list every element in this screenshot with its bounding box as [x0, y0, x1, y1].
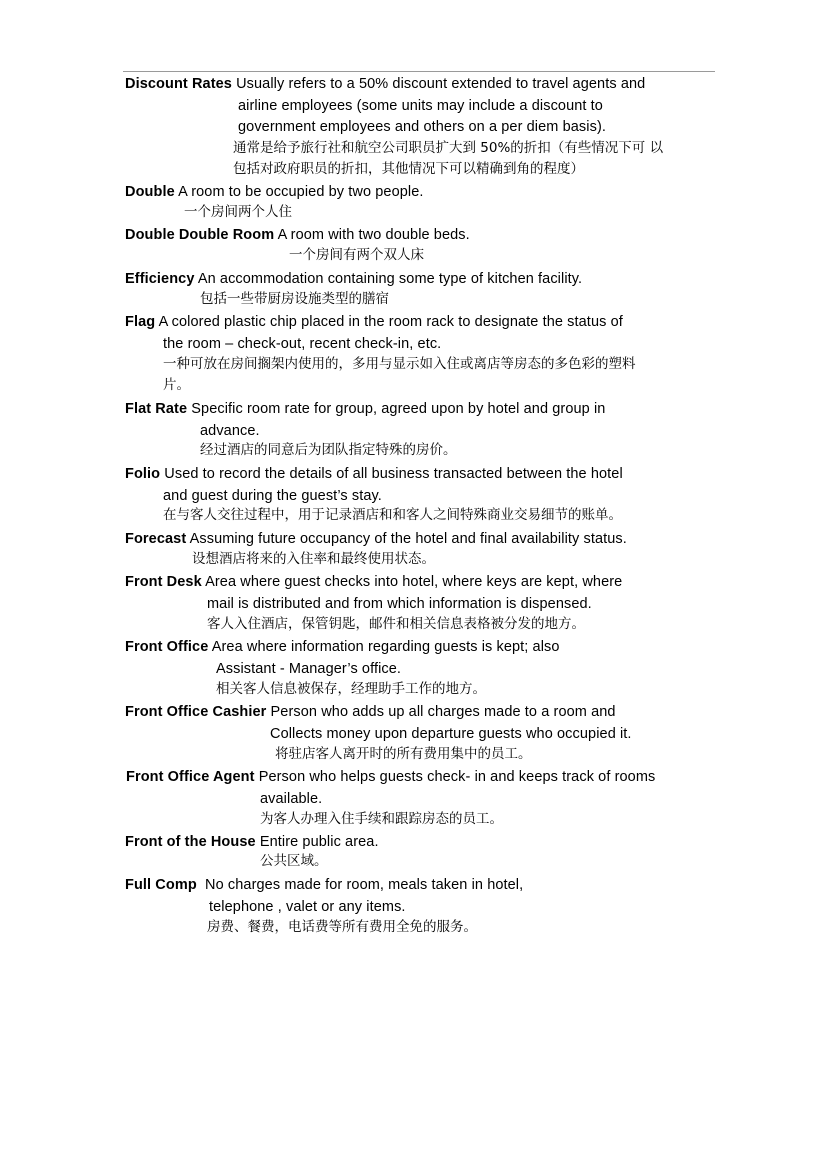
- term: Front Office Cashier: [125, 704, 267, 720]
- definition-en: An accommodation containing some type of kitchen facility.: [197, 271, 583, 287]
- definition-zh: 片。: [163, 377, 190, 393]
- definition-en: Used to record the details of all business transacted between the hotel: [164, 466, 623, 482]
- entry-front-office-agent: [126, 769, 655, 786]
- definition-en: Collects money upon departure guests who occupied it.: [270, 726, 632, 742]
- definition-en: Entire public area.: [259, 834, 379, 850]
- definition-zh: 房费、餐费，电话费等所有费用全免的服务。: [207, 919, 477, 935]
- entry-double: [125, 184, 424, 201]
- term: Front Desk: [125, 574, 202, 590]
- definition-zh: 包括对政府职员的折扣，其他情况下可以精确到角的程度）: [233, 161, 584, 177]
- definition-en: Assuming future occupancy of the hotel and final availability status.: [189, 531, 627, 547]
- definition-en: government employees and others on a per diem basis).: [238, 119, 606, 135]
- definition-zh: 经过酒店的同意后为团队指定特殊的房价。: [200, 442, 457, 458]
- entry-front-desk: [125, 574, 622, 591]
- entry-folio: [125, 466, 623, 483]
- entry-double-double-room: [125, 227, 470, 244]
- definition-en: telephone , valet or any items.: [209, 899, 406, 915]
- definition-en: Person who helps guests check- in and keeps track of rooms: [258, 769, 656, 785]
- definition-zh: 一个房间有两个双人床: [289, 247, 424, 263]
- term: Double Double Room: [125, 227, 275, 243]
- definition-en: A room with two double beds.: [277, 227, 470, 243]
- definition-zh: 通常是给予旅行社和航空公司职员扩大到 50%的折扣（有些情况下可 以: [233, 140, 664, 156]
- term: Front Office: [125, 639, 209, 655]
- definition-en: airline employees (some units may include a discount to: [238, 98, 603, 114]
- definition-en: A room to be occupied by two people.: [178, 184, 424, 200]
- definition-en: mail is distributed and from which information is dispensed.: [207, 596, 592, 612]
- entry-full-comp: [125, 877, 523, 894]
- definition-en: and guest during the guest’s stay.: [163, 488, 382, 504]
- header-rule: [123, 71, 715, 72]
- entry-front-office: [125, 639, 560, 656]
- term: Efficiency: [125, 271, 195, 287]
- entry-front-office-cashier: [125, 704, 616, 721]
- entry-flat-rate: [125, 401, 605, 418]
- definition-zh: 设想酒店将来的入住率和最终使用状态。: [192, 551, 435, 567]
- definition-en: advance.: [200, 423, 260, 439]
- entry-forecast: [125, 531, 627, 548]
- definition-en: No charges made for room, meals taken in hotel,: [205, 877, 524, 893]
- entry-discount-rates: [125, 76, 645, 93]
- entry-efficiency: [125, 271, 582, 288]
- definition-en: Assistant - Manager’s office.: [216, 661, 402, 677]
- term: Double: [125, 184, 175, 200]
- term: Front of the House: [125, 834, 256, 850]
- term: Flag: [125, 314, 156, 330]
- definition-zh: 一个房间两个人住: [184, 204, 292, 220]
- definition-zh: 为客人办理入住手续和跟踪房态的员工。: [260, 811, 503, 827]
- definition-zh: 公共区域。: [260, 853, 328, 869]
- term: Flat Rate: [125, 401, 188, 417]
- definition-zh: 包括一些带厨房设施类型的膳宿: [200, 291, 389, 307]
- term: Forecast: [125, 531, 187, 547]
- term: Full Comp: [125, 877, 197, 893]
- definition-en: Area where guest checks into hotel, where keys are kept, where: [205, 574, 623, 590]
- entry-front-of-the-house: [125, 834, 379, 851]
- definition-en: Specific room rate for group, agreed upon by hotel and group in: [191, 401, 606, 417]
- definition-en: available.: [260, 791, 323, 807]
- definition-zh: 将驻店客人离开时的所有费用集中的员工。: [275, 746, 532, 762]
- definition-zh: 相关客人信息被保存，经理助手工作的地方。: [216, 681, 486, 697]
- definition-en: Usually refers to a 50% discount extended to travel agents and: [236, 76, 646, 92]
- definition-en: the room – check-out, recent check-in, etc.: [163, 336, 442, 352]
- definition-zh: 客人入住酒店，保管钥匙，邮件和相关信息表格被分发的地方。: [207, 616, 585, 632]
- definition-zh: 在与客人交往过程中，用于记录酒店和和客人之间特殊商业交易细节的账单。: [163, 507, 622, 523]
- definition-en: Area where information regarding guests is kept; also: [211, 639, 560, 655]
- entry-flag: [125, 314, 623, 331]
- term: Front Office Agent: [126, 769, 255, 785]
- definition-en: A colored plastic chip placed in the room rack to designate the status of: [158, 314, 623, 330]
- definition-zh: 一种可放在房间搁架内使用的，多用与显示如入住或离店等房态的多色彩的塑料: [163, 356, 636, 372]
- term: Folio: [125, 466, 161, 482]
- term: Discount Rates: [125, 76, 232, 92]
- definition-en: Person who adds up all charges made to a room and: [270, 704, 616, 720]
